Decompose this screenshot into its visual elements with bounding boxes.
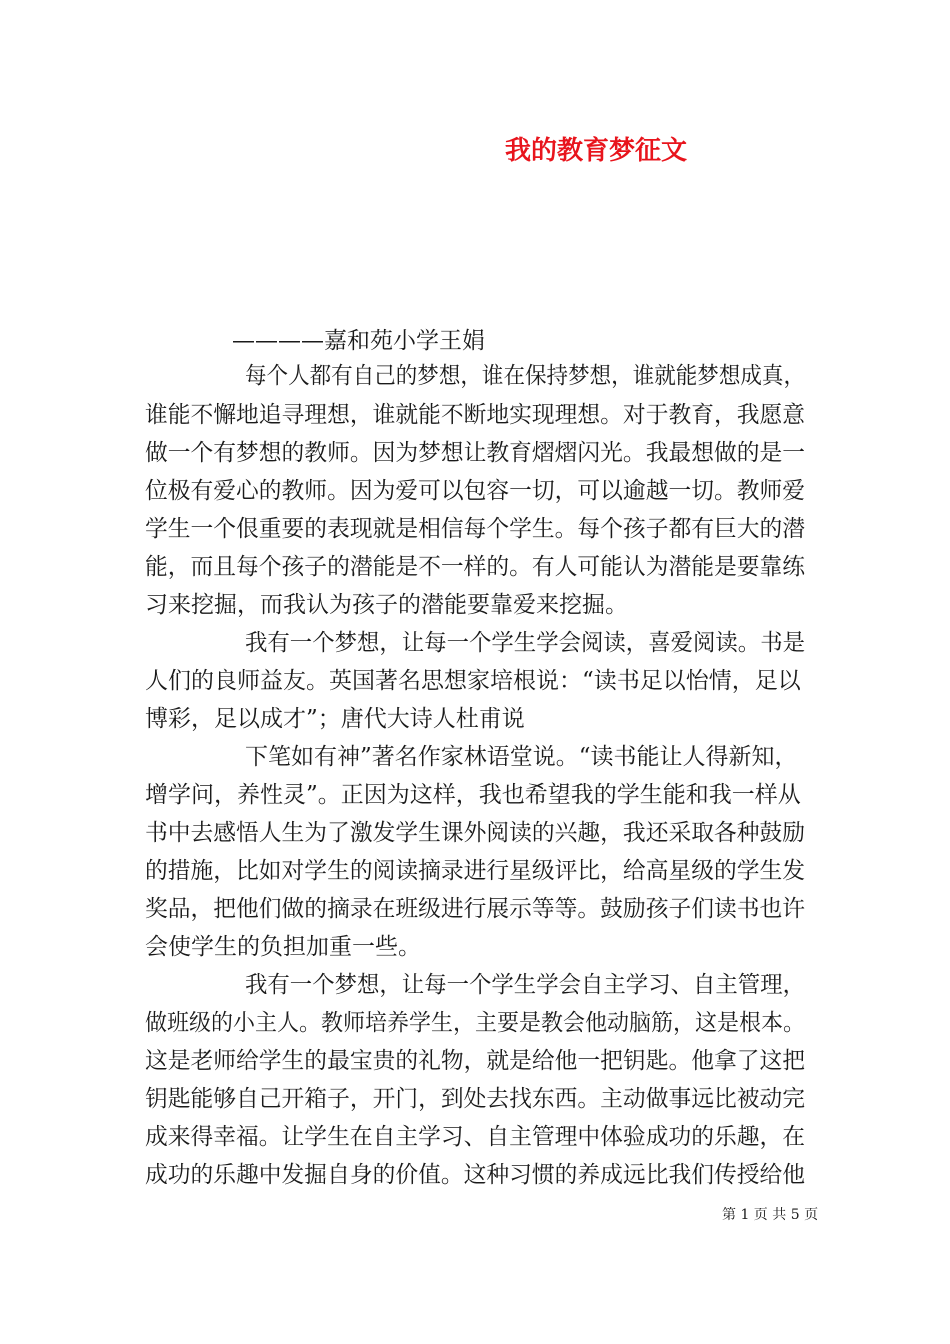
text-line: 做一个有梦想的教师。因为梦想让教育熠熠闪光。我最想做的是一 — [145, 440, 805, 466]
page-number-footer: 第 1 页 共 5 页 — [722, 1207, 819, 1223]
text-line: 下笔如有神”著名作家林语堂说。“读书能让人得新知， — [245, 744, 798, 770]
text-line: 我有一个梦想，让每一个学生学会自主学习、自主管理， — [245, 972, 805, 998]
text-line: 每个人都有自己的梦想，谁在保持梦想，谁就能梦想成真， — [245, 363, 805, 389]
text-line: 习来挖掘，而我认为孩子的潜能要靠爱来挖掘。 — [145, 592, 628, 618]
text-line: 谁能不懈地追寻理想，谁就能不断地实现理想。对于教育，我愿意 — [145, 402, 805, 428]
document-title: 我的教育梦征文 — [505, 136, 688, 166]
text-line: 书中去感悟人生为了激发学生课外阅读的兴趣，我还采取各种鼓励 — [145, 820, 805, 846]
text-line: 我有一个梦想，让每一个学生学会阅读，喜爱阅读。书是 — [245, 630, 805, 656]
text-line: 的措施，比如对学生的阅读摘录进行星级评比，给高星级的学生发 — [145, 858, 805, 884]
text-line: 能，而且每个孩子的潜能是不一样的。有人可能认为潜能是要靠练 — [145, 554, 805, 580]
text-line: 做班级的小主人。教师培养学生，主要是教会他动脑筋，这是根本。 — [145, 1010, 805, 1036]
text-line: 博彩，足以成才”；唐代大诗人杜甫说 — [145, 706, 525, 732]
text-line: 钥匙能够自己开箱子，开门，到处去找东西。主动做事远比被动完 — [145, 1086, 805, 1112]
text-line: 学生一个佷重要的表现就是相信每个学生。每个孩子都有巨大的潜 — [145, 516, 805, 542]
text-line: 成功的乐趣中发掘自身的价值。这种习惯的养成远比我们传授给他 — [145, 1162, 805, 1188]
text-line: 增学问，养性灵”。正因为这样，我也希望我的学生能和我一样从 — [145, 782, 801, 808]
text-line: 位极有爱心的教师。因为爱可以包容一切，可以逾越一切。教师爱 — [145, 478, 805, 504]
text-line: 奖品，把他们做的摘录在班级进行展示等等。鼓励孩子们读书也许 — [145, 896, 805, 922]
text-line: 成来得幸福。让学生在自主学习、自主管理中体验成功的乐趣，在 — [145, 1124, 805, 1150]
text-line: 人们的良师益友。英国著名思想家培根说：“读书足以怡情，足以 — [145, 668, 801, 694]
text-line: 会使学生的负担加重一些。 — [145, 934, 421, 960]
author-line: ————嘉和苑小学王娟 — [232, 328, 485, 354]
text-line: 这是老师给学生的最宝贵的礼物，就是给他一把钥匙。他拿了这把 — [145, 1048, 805, 1074]
